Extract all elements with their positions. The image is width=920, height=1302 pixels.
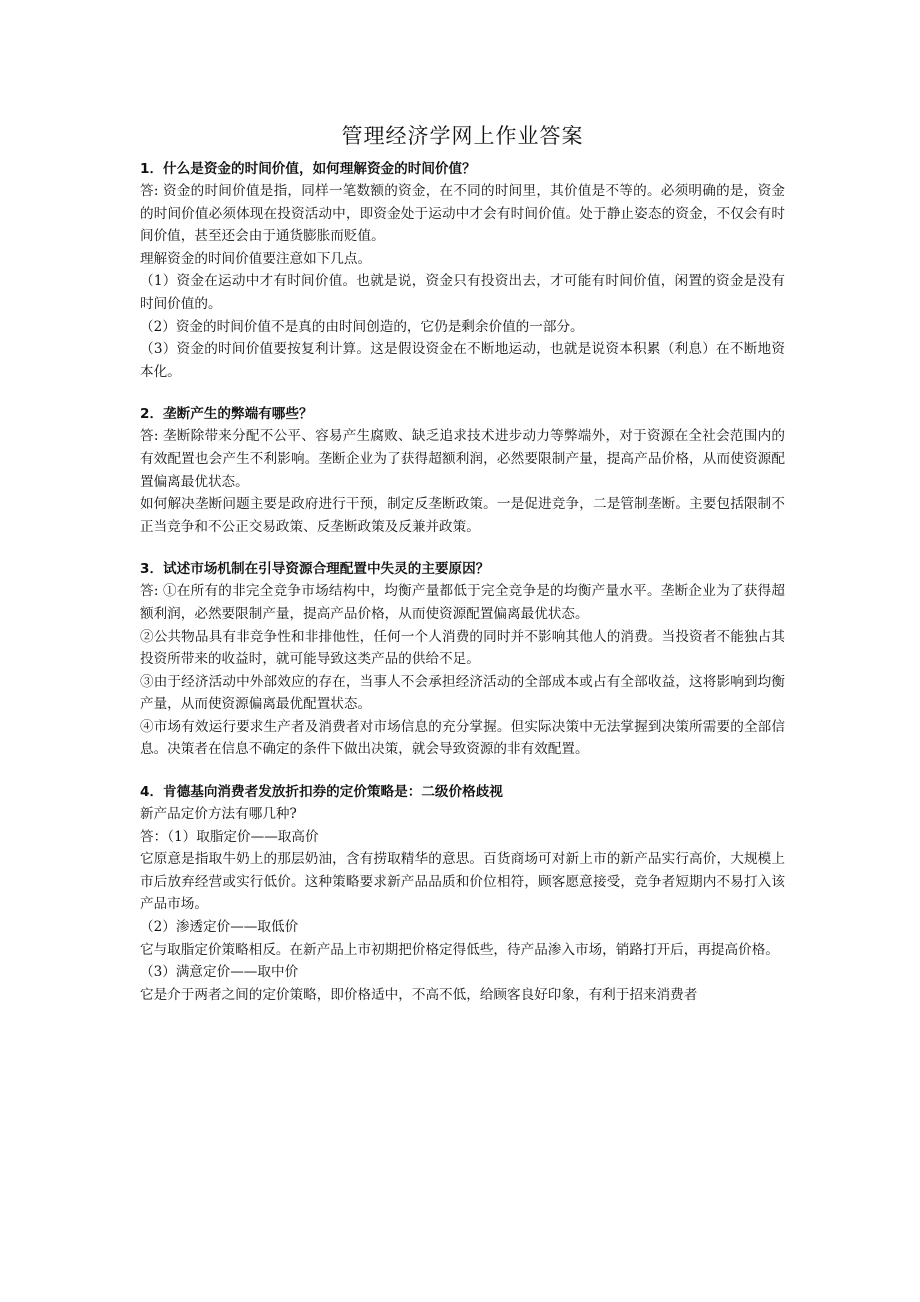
answer-paragraph: ③由于经济活动中外部效应的存在，当事人不会承担经济活动的全部成本或占有全部收益，这将影响到均衡产量，从而使资源偏离最优配置状态。 bbox=[140, 673, 785, 713]
answer-paragraph: 答: 资金的时间价值是指，同样一笔数额的资金，在不同的时间里，其价值是不等的。必须明确的是，资金的时间价值必须体现在投资活动中，即资金处于运动中才会有时间价值。处于静止姿态的资金，不仅会有时间价值，甚至还会由于通货膨胀而贬值。 bbox=[140, 183, 785, 245]
answer-paragraph: （3）满意定价——取中价 bbox=[140, 964, 299, 981]
answer-paragraph: ②公共物品具有非竞争性和非排他性，任何一个人消费的同时并不影响其他人的消费。当投资者不能独占其投资所带来的收益时，就可能导致这类产品的供给不足。 bbox=[140, 628, 785, 668]
answer-paragraph: （2）资金的时间价值不是真的由时间创造的，它仍是剩余价值的一部分。 bbox=[140, 318, 584, 335]
question-heading: 1．什么是资金的时间价值，如何理解资金的时间价值？ bbox=[140, 161, 476, 177]
question-heading: 4．肯德基向消费者发放折扣券的定价策略是：二级价格歧视 bbox=[140, 784, 503, 801]
question-heading: 2．垄断产生的弊端有哪些？ bbox=[140, 406, 313, 423]
answer-paragraph: 它与取脂定价策略相反。在新产品上市初期把价格定得低些，待产品渗入市场，销路打开后，再提高价格。 bbox=[140, 941, 779, 958]
answer-paragraph: 如何解决垄断问题主要是政府进行干预，制定反垄断政策。一是促进竞争，二是管制垄断。主要包括限制不正当竞争和不公正交易政策、反垄断政策及反兼并政策。 bbox=[140, 496, 785, 535]
document-page bbox=[140, 118, 785, 1026]
answer-paragraph: 答：（1）取脂定价——取高价 bbox=[140, 828, 319, 845]
answer-paragraph: 新产品定价方法有哪几种? bbox=[140, 806, 297, 823]
answer-paragraph: （2）渗透定价——取低价 bbox=[140, 919, 299, 936]
document-title: 管理经济学网上作业答案 bbox=[341, 124, 584, 148]
answer-paragraph: （1）资金在运动中才有时间价值。也就是说，资金只有投资出去，才可能有时间价值，闲置的资金是没有时间价值的。 bbox=[140, 273, 785, 312]
section-3 bbox=[140, 558, 785, 761]
section-4 bbox=[140, 781, 785, 1006]
answer-paragraph: ④市场有效运行要求生产者及消费者对市场信息的充分掌握。但实际决策中无法掌握到决策所需要的全部信息。决策者在信息不确定的条件下做出决策，就会导致资源的非有效配置。 bbox=[140, 718, 785, 758]
section-1 bbox=[140, 158, 785, 383]
answer-paragraph: 答: ①在所有的非完全竞争市场结构中，均衡产量都低于完全竞争是的均衡产量水平。垄断企业为了获得超额利润，必然要限制产量，提高产品价格，从而使资源配置偏离最优状态。 bbox=[140, 583, 785, 622]
answer-paragraph: 它原意是指取牛奶上的那层奶油，含有捞取精华的意思。百货商场可对新上市的新产品实行高价，大规模上市后放弃经营或实行低价。这种策略要求新产品品质和价位相符，顾客愿意接受，竞争者短期内不易打入该产品市场。 bbox=[140, 851, 785, 913]
question-heading: 3．试述市场机制在引导资源合理配置中失灵的主要原因？ bbox=[140, 561, 490, 578]
section-2 bbox=[140, 403, 785, 538]
answer-paragraph: 理解资金的时间价值要注意如下几点。 bbox=[140, 250, 372, 267]
answer-paragraph: 它是介于两者之间的定价策略，即价格适中，不高不低，给顾客良好印象，有利于招来消费者 bbox=[140, 986, 698, 1003]
answer-paragraph: （3）资金的时间价值要按复利计算。这是假设资金在不断地运动，也就是说资本积累（利息）在不断地资本化。 bbox=[140, 341, 785, 380]
answer-paragraph: 答: 垄断除带来分配不公平、容易产生腐败、缺乏追求技术进步动力等弊端外，对于资源在全社会范围内的有效配置也会产生不利影响。垄断企业为了获得超额利润，必然要限制产量，提高产品价格，从而使资源配置偏离最优状态。 bbox=[140, 428, 785, 490]
